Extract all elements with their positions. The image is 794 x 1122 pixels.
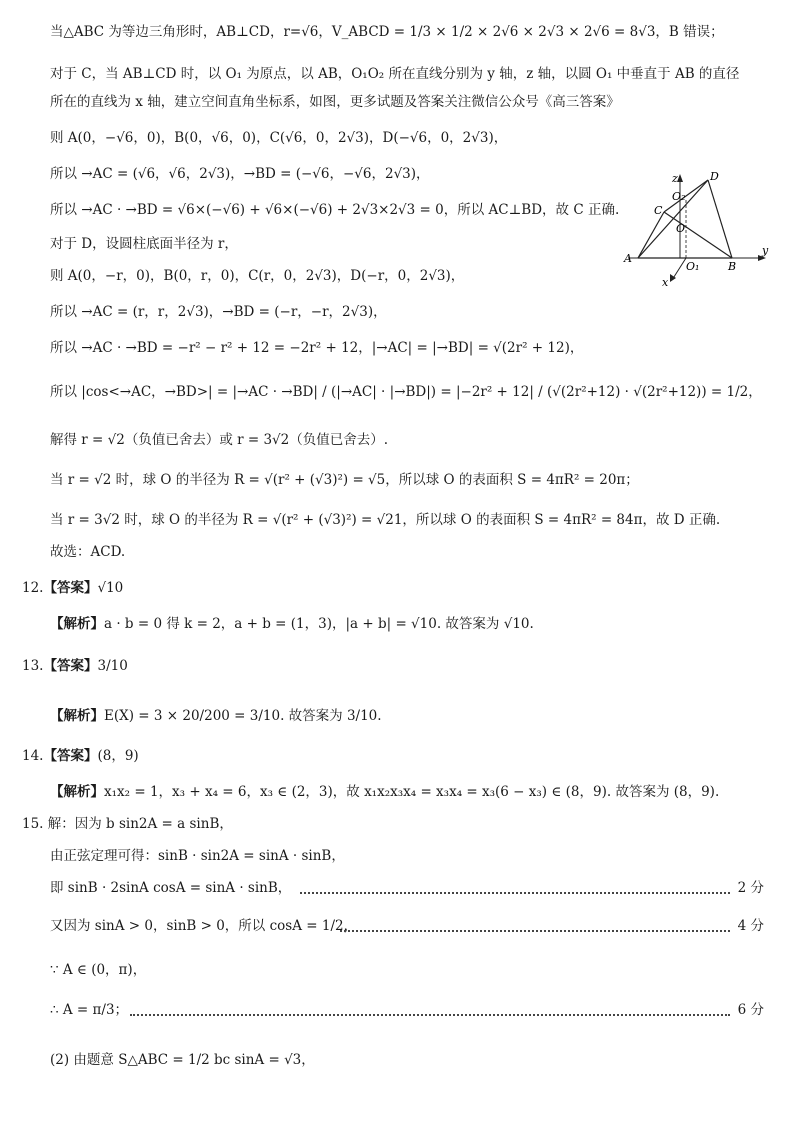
q14-answer: (8，9) xyxy=(97,748,139,764)
label-z: z xyxy=(672,172,678,185)
q13-answer-tag: 【答案】 xyxy=(43,658,98,674)
q14-answer-tag: 【答案】 xyxy=(43,748,98,764)
x-axis xyxy=(672,258,686,280)
q12-answer-tag: 【答案】 xyxy=(43,580,98,596)
q13-analysis-line xyxy=(50,706,382,726)
score-leader-dots-3 xyxy=(130,1014,730,1016)
q12-number: 12. xyxy=(22,580,44,596)
label-y: y xyxy=(762,244,769,257)
label-x: x xyxy=(662,276,669,288)
text-line-12: 解得 r = √2（负值已舍去）或 r = 3√2（负值已舍去）. xyxy=(50,432,389,448)
q14-analysis-tag: 【解析】 xyxy=(50,784,104,800)
label-d: D xyxy=(710,170,719,183)
edge-db xyxy=(708,180,732,258)
text-line-4: 则 A(0，−√6，0)，B(0，√6，0)，C(√6，0，2√3)，D(−√6，0，2√3)， xyxy=(50,130,508,146)
edge-ac xyxy=(638,212,664,258)
text-line-14: 当 r = 3√2 时，球 O 的半径为 R = √(r² + (√3)²) = √21，所以球 O 的表面积 S = 4πR² = 84π，故 D 正确. xyxy=(50,512,721,528)
q15-line-4: 又因为 sinA > 0，sinB > 0，所以 cosA = 1/2， xyxy=(50,918,358,934)
q12-analysis-tag: 【解析】 xyxy=(50,616,104,632)
q12-answer: √10 xyxy=(97,580,124,596)
q14-answer-line xyxy=(22,746,139,766)
q14-number: 14. xyxy=(22,748,44,764)
q13-answer-line xyxy=(22,656,128,676)
text-line-15: 故选：ACD. xyxy=(50,544,126,560)
q12-analysis-line xyxy=(50,614,534,634)
text-line-11: 所以 |cos<→AC，→BD>| = |→AC · →BD| / (|→AC| · |→BD|) = |−2r² + 12| / (√(2r²+12) · √(2r²+12)) = 1/2， xyxy=(50,384,762,400)
label-c: C xyxy=(654,204,663,217)
text-line-7: 对于 D，设圆柱底面半径为 r， xyxy=(50,236,238,252)
text-line-8: 则 A(0，−r，0)，B(0，r，0)，C(r，0，2√3)，D(−r，0，2√3)， xyxy=(50,268,465,284)
q13-answer: 3/10 xyxy=(97,658,128,674)
score-leader-dots-1 xyxy=(300,892,730,894)
text-line-13: 当 r = √2 时，球 O 的半径为 R = √(r² + (√3)²) = √5，所以球 O 的表面积 S = 4πR² = 20π； xyxy=(50,472,639,488)
q13-analysis-tag: 【解析】 xyxy=(50,708,104,724)
q14-analysis-line xyxy=(50,782,719,802)
q15-score-3: 6 分 xyxy=(737,1002,764,1018)
q15-line-7: (2) 由题意 S△ABC = 1/2 bc sinA = √3， xyxy=(50,1052,315,1068)
text-line-3: 所在的直线为 x 轴，建立空间直角坐标系，如图，更多试题及答案关注微信公众号《高三答案》 xyxy=(50,94,620,110)
text-line-2: 对于 C，当 AB⊥CD 时，以 O₁ 为原点，以 AB，O₁O₂ 所在直线分别为 y 轴，z 轴，以圆 O₁ 中垂直于 AB 的直径 xyxy=(50,66,740,82)
label-o2: O₂ xyxy=(672,190,686,203)
q15-line-3: 即 sinB · 2sinA cosA = sinA · sinB， xyxy=(50,880,292,896)
label-b: B xyxy=(728,260,737,273)
text-line-9: 所以 →AC = (r，r，2√3)，→BD = (−r，−r，2√3)， xyxy=(50,304,387,320)
q15-line-1: 15. 解：因为 b sin2A = a sinB， xyxy=(22,816,233,832)
label-o: O xyxy=(676,222,686,235)
q13-analysis: E(X) = 3 × 20/200 = 3/10. 故答案为 3/10. xyxy=(104,708,382,724)
text-line-10: 所以 →AC · →BD = −r² − r² + 12 = −2r² + 12，|→AC| = |→BD| = √(2r² + 12)， xyxy=(50,340,584,356)
q15-score-1: 2 分 xyxy=(737,880,764,896)
q13-number: 13. xyxy=(22,658,44,674)
q15-line-2: 由正弦定理可得：sinB · sin2A = sinA · sinB， xyxy=(50,848,345,864)
q15-line-5: ∵ A ∈ (0，π)， xyxy=(50,962,147,978)
score-leader-dots-2 xyxy=(340,930,730,932)
q12-answer-line xyxy=(22,578,123,598)
coordinate-figure xyxy=(620,168,772,288)
q15-score-2: 4 分 xyxy=(737,918,764,934)
text-line-6: 所以 →AC · →BD = √6×(−√6) + √6×(−√6) + 2√3×2√3 = 0，所以 AC⊥BD，故 C 正确. xyxy=(50,202,620,218)
q15-line-6: ∴ A = π/3； xyxy=(50,1002,129,1018)
label-o1: O₁ xyxy=(686,260,700,273)
q14-analysis: x₁x₂ = 1，x₃ + x₄ = 6，x₃ ∈ (2，3)，故 x₁x₂x₃x₄ = x₃x₄ = x₃(6 − x₃) ∈ (8，9). 故答案为 (8，9). xyxy=(104,784,720,800)
q12-analysis: a · b = 0 得 k = 2，a + b = (1，3)，|a + b| = √10. 故答案为 √10. xyxy=(104,616,534,632)
edge-cb xyxy=(664,212,732,258)
text-line-5: 所以 →AC = (√6，√6，2√3)，→BD = (−√6，−√6，2√3)， xyxy=(50,166,430,182)
label-a: A xyxy=(624,252,632,265)
text-line-1: 当△ABC 为等边三角形时，AB⊥CD，r=√6，V_ABCD = 1/3 × 1/2 × 2√6 × 2√3 × 2√6 = 8√3，B 错误； xyxy=(50,24,724,40)
